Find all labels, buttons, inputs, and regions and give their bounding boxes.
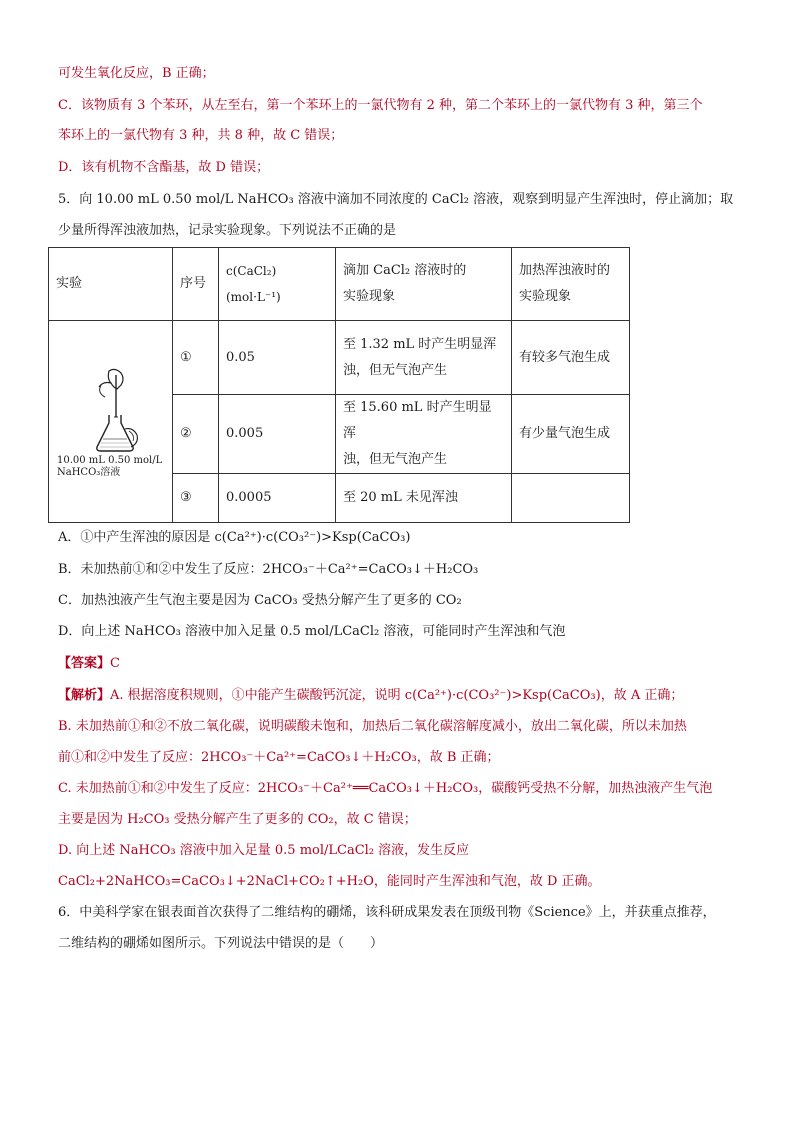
row-2-heat-phenomenon: 有少量气泡生成 [512, 395, 630, 474]
analysis-b-2: 前①和②中发生了反应：2HCO₃⁻＋Ca²⁺=CaCO₃↓＋H₂CO₃，故 B 正确； [58, 750, 500, 765]
option-d: D．向上述 NaHCO₃ 溶液中加入足量 0.5 mol/LCaCl₂ 溶液，可能同时产生浑浊和气泡 [58, 624, 566, 639]
row-1-drop-phenomenon [336, 321, 512, 395]
row-1-number: ① [173, 321, 219, 395]
analysis-b-1: B. 未加热前①和②不放二氧化碳，说明碳酸未饱和，加热后二氧化碳溶解度减小，放出二氧化碳，所以未加热 [58, 719, 687, 734]
row-1-drop-line-1: 至 1.32 mL 时产生明显浑 [343, 336, 497, 352]
titration-flask-illustration [71, 365, 151, 455]
table-header-row [49, 248, 630, 321]
analysis-a-text: A. 根据溶度积规则，①中能产生碳酸钙沉淀，说明 c(Ca²⁺)·c(CO₃²⁻)>Ksp(CaCO₃)，故 A 正确； [110, 688, 684, 703]
question-6-stem-2: 二维结构的硼烯如图所示。下列说法中错误的是（ ） [58, 936, 384, 951]
question-5-stem-1: 5．向 10.00 mL 0.50 mol/L NaHCO₃ 溶液中滴加不同浓度的 CaCl₂ 溶液，观察到明显产生浑浊时，停止滴加；取 [58, 192, 734, 207]
header-drop-line-2: 实验现象 [343, 289, 396, 304]
figure-caption-line-1: 10.00 mL 0.50 mol/L [57, 454, 163, 466]
question-6-stem-1: 6．中美科学家在银表面首次获得了二维结构的硼烯，该科研成果发表在顶级刊物《Science》上，并获重点推荐， [58, 905, 716, 920]
analysis-d-2: CaCl₂+2NaHCO₃=CaCO₃↓+2NaCl+CO₂↑+H₂O，能同时产生浑浊和气泡，故 D 正确。 [58, 874, 601, 889]
header-heat-line-1: 加热浑浊液时的 [519, 263, 611, 278]
analysis-c-1: C. 未加热前①和②中发生了反应：2HCO₃⁻＋Ca²⁺══CaCO₃↓＋H₂CO₃，碳酸钙受热不分解，加热浊液产生气泡 [58, 781, 713, 796]
header-heat-phenomenon [512, 248, 630, 321]
row-1-drop-line-2: 浊，但无气泡产生 [343, 362, 448, 378]
analysis-label: 【解析】 [58, 688, 111, 703]
row-1-concentration: 0.05 [219, 321, 336, 395]
answer-line [58, 654, 754, 674]
header-heat-line-2: 实验现象 [519, 289, 572, 304]
table-row [49, 321, 630, 395]
row-3-drop-phenomenon: 至 20 mL 未见浑浊 [336, 474, 512, 523]
row-2-drop-line-1: 至 15.60 mL 时产生明显浑 [343, 400, 492, 441]
analysis-line-c-1: C．该物质有 3 个苯环，从左至右，第一个苯环上的一氯代物有 2 种，第二个苯环上的一氯代物有 3 种，第三个 [58, 98, 703, 113]
header-concentration: c(CaCl₂)(mol·L⁻¹) [219, 248, 336, 321]
option-b: B．未加热前①和②中发生了反应：2HCO₃⁻＋Ca²⁺=CaCO₃↓＋H₂CO₃ [58, 562, 479, 577]
header-drop-line-1: 滴加 CaCl₂ 溶液时的 [343, 263, 467, 278]
option-c: C．加热浊液产生气泡主要是因为 CaCO₃ 受热分解产生了更多的 CO₂ [58, 593, 462, 608]
row-3-concentration: 0.0005 [219, 474, 336, 523]
answer-value: C [110, 656, 120, 671]
experiment-figure-cell [49, 321, 173, 523]
header-drop-phenomenon [336, 248, 512, 321]
analysis-c-2: 主要是因为 H₂CO₃ 受热分解产生了更多的 CO₂，故 C 错误； [58, 812, 417, 827]
figure-caption-line-2: NaHCO₃溶液 [57, 466, 121, 478]
analysis-line-d: D．该有机物不含酯基，故 D 错误； [58, 160, 270, 175]
row-2-drop-phenomenon [336, 395, 512, 474]
experiment-table [48, 247, 630, 523]
answer-label: 【答案】 [58, 656, 111, 671]
analysis-line-c-2: 苯环上的一氯代物有 3 种，共 8 种，故 C 错误； [58, 128, 344, 143]
row-2-concentration: 0.005 [219, 395, 336, 474]
row-1-heat-phenomenon: 有较多气泡生成 [512, 321, 630, 395]
row-2-number: ② [173, 395, 219, 474]
option-a: A．①中产生浑浊的原因是 c(Ca²⁺)·c(CO₃²⁻)>Ksp(CaCO₃) [58, 530, 411, 545]
header-number: 序号 [173, 248, 219, 321]
header-experiment: 实验 [49, 248, 173, 321]
row-3-number: ③ [173, 474, 219, 523]
analysis-a [58, 686, 754, 706]
row-2-drop-line-2: 浊，但无气泡产生 [343, 452, 448, 467]
analysis-d-1: D. 向上述 NaHCO₃ 溶液中加入足量 0.5 mol/LCaCl₂ 溶液，发生反应 [58, 843, 470, 858]
question-5-stem-2: 少量所得浑浊液加热，记录实验现象。下列说法不正确的是 [58, 223, 397, 238]
row-3-heat-phenomenon [512, 474, 630, 523]
analysis-line-b-conclusion: 可发生氧化反应，B 正确； [58, 66, 215, 81]
